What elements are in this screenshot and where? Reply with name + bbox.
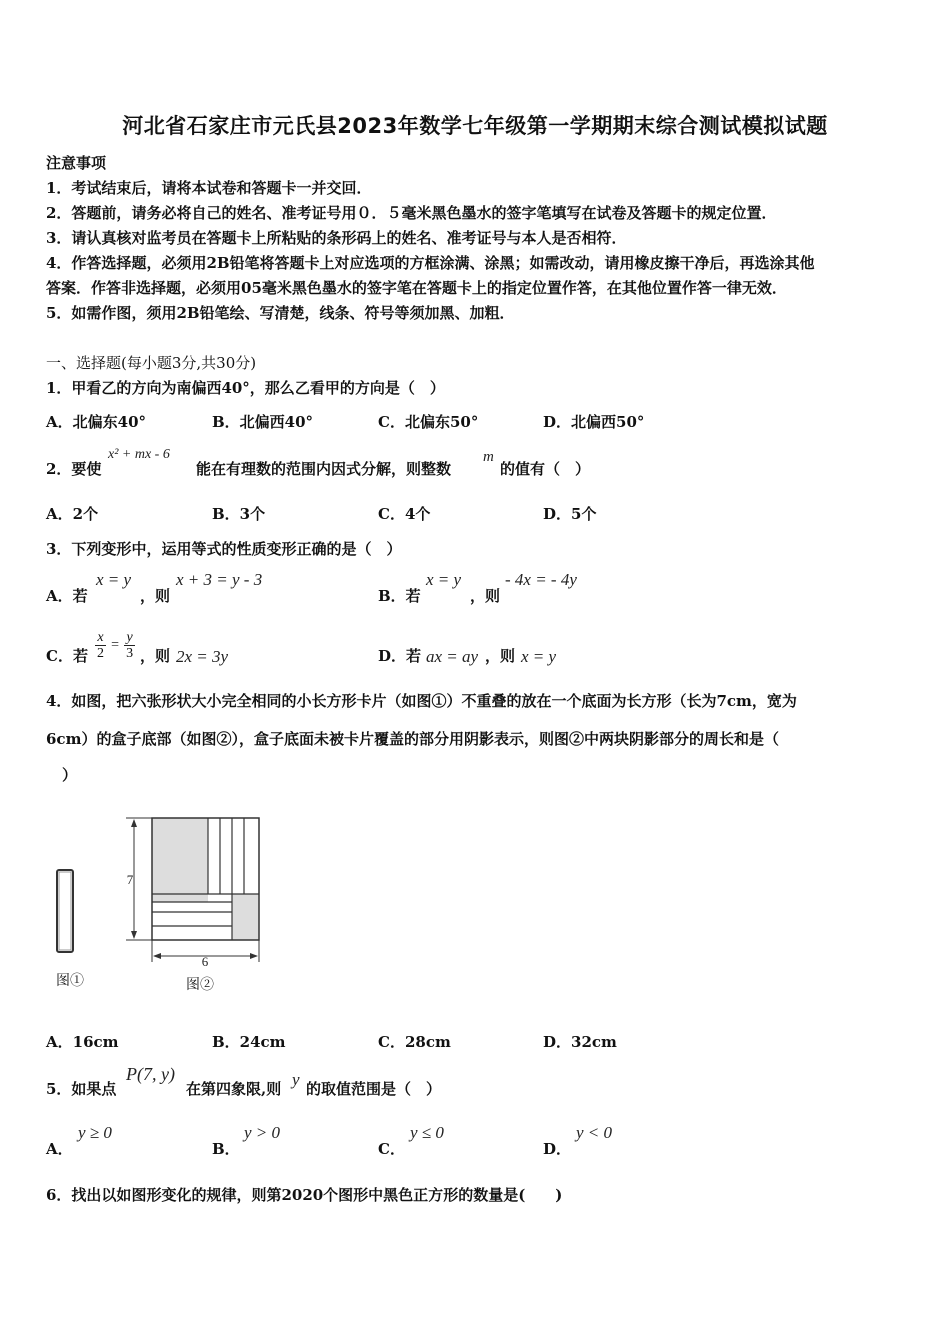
q1-option-c: C．北偏东50° bbox=[378, 413, 479, 431]
question-2-mid: 能在有理数的范围内因式分解，则整数 bbox=[196, 460, 452, 478]
frac-num: y bbox=[124, 630, 135, 646]
q3-b-cond: x = y bbox=[426, 570, 462, 589]
notice-heading: 注意事项 bbox=[46, 154, 107, 172]
q5-option-a-expr: y ≥ 0 bbox=[78, 1123, 112, 1142]
question-2-pre: 2．要使 bbox=[46, 460, 102, 478]
q4-option-c: C．28cm bbox=[378, 1033, 451, 1051]
shaded-region-bottom-right bbox=[232, 894, 259, 940]
dim-height-label: 7 bbox=[126, 872, 134, 887]
question-5-pre: 5．如果点 bbox=[46, 1080, 117, 1098]
q3-d-cond: ax = ay bbox=[426, 647, 479, 666]
question-1-stem: 1．甲看乙的方向为南偏西40°，那么乙看甲的方向是（ ） bbox=[46, 379, 445, 397]
notice-item: 5．如需作图，须用2B铅笔绘、写清楚，线条、符号等须加黑、加粗． bbox=[46, 304, 515, 322]
q5-option-d-expr: y < 0 bbox=[576, 1123, 613, 1142]
q2-option-a: A．2个 bbox=[46, 505, 99, 523]
q1-option-a: A．北偏东40° bbox=[46, 413, 147, 431]
figure-1-caption: 图① bbox=[56, 973, 84, 989]
q3-a-then: ，则 bbox=[140, 587, 171, 605]
question-6-stem: 6．找出以如图形变化的规律，则第2020个图形中黑色正方形的数量是( ) bbox=[46, 1186, 563, 1204]
notice-item: 1．考试结束后，请将本试卷和答题卡一并交回． bbox=[46, 179, 372, 197]
q5-option-c-label: C． bbox=[378, 1140, 405, 1158]
notice-item: 3．请认真核对监考员在答题卡上所粘贴的条形码上的姓名、准考证号与本人是否相符． bbox=[46, 229, 627, 247]
q3-c-result: 2x = 3y bbox=[176, 647, 229, 666]
shaded-region-top-left bbox=[152, 818, 208, 902]
q3-a-cond: x = y bbox=[96, 570, 132, 589]
q5-var: y bbox=[292, 1070, 300, 1089]
q3-c-fractions bbox=[95, 630, 135, 661]
notice-item: 4．作答选择题，必须用2B铅笔将答题卡上对应选项的方框涂满、涂黑；如需改动，请用橡皮擦干净后，再选涂其他 bbox=[46, 254, 815, 272]
q4-option-d: D．32cm bbox=[543, 1033, 617, 1051]
figure-1-card bbox=[50, 865, 80, 957]
q1-option-b: B．北偏西40° bbox=[212, 413, 314, 431]
q5-option-b-label: B． bbox=[212, 1140, 240, 1158]
question-3-stem: 3．下列变形中，运用等式的性质变形正确的是（ ） bbox=[46, 540, 402, 558]
dim-width-label: 6 bbox=[201, 954, 209, 968]
q2-expression: x² + mx - 6 bbox=[108, 447, 170, 462]
q3-a-result: x + 3 = y - 3 bbox=[176, 570, 263, 589]
question-4-line1: 4．如图，把六张形状大小完全相同的小长方形卡片（如图①）不重叠的放在一个底面为长方形（长为7cm，宽为 bbox=[46, 692, 797, 710]
question-5-mid: 在第四象限,则 bbox=[186, 1080, 282, 1098]
notice-item: 答案．作答非选择题，必须用05毫米黑色墨水的签字笔在答题卡上的指定位置作答，在其他位置作答一律无效． bbox=[46, 279, 787, 297]
q3-d-result: x = y bbox=[521, 647, 557, 666]
q4-option-a: A．16cm bbox=[46, 1033, 119, 1051]
frac-den: 2 bbox=[97, 646, 104, 661]
figure-2-box bbox=[120, 808, 270, 968]
q2-option-c: C．4个 bbox=[378, 505, 431, 523]
question-4-line2: 6cm）的盒子底部（如图②），盒子底面未被卡片覆盖的部分用阴影表示，则图②中两块阴影部分的周长和是（ bbox=[46, 730, 779, 748]
q3-b-label: B．若 bbox=[378, 587, 421, 605]
notice-item: 2．答题前，请务必将自己的姓名、准考证号用０．５毫米黑色墨水的签字笔填写在试卷及答题卡的规定位置． bbox=[46, 204, 777, 222]
q5-option-c-expr: y ≤ 0 bbox=[410, 1123, 444, 1142]
section-heading: 一、选择题(每小题3分,共30分) bbox=[46, 354, 257, 372]
question-5-post: 的取值范围是（ ） bbox=[306, 1080, 442, 1098]
q3-d-label: D．若 bbox=[378, 647, 422, 665]
q3-b-result: - 4x = - 4y bbox=[505, 570, 577, 589]
frac-num: x bbox=[95, 630, 106, 646]
frac-eq: = bbox=[111, 637, 119, 653]
q5-point: P(7, y) bbox=[126, 1064, 175, 1084]
q4-option-b: B．24cm bbox=[212, 1033, 286, 1051]
question-2-post: 的值有（ ） bbox=[500, 460, 591, 478]
q3-d-then: ，则 bbox=[485, 647, 516, 665]
q3-c-label: C．若 bbox=[46, 647, 88, 665]
q3-c-then: ，则 bbox=[140, 647, 171, 665]
q5-option-b-expr: y > 0 bbox=[244, 1123, 281, 1142]
q5-option-a-label: A． bbox=[46, 1140, 73, 1158]
q3-b-then: ，则 bbox=[470, 587, 501, 605]
q2-option-d: D．5个 bbox=[543, 505, 597, 523]
q2-var: m bbox=[483, 449, 494, 465]
q1-option-d: D．北偏西50° bbox=[543, 413, 645, 431]
question-4-line3: ） bbox=[62, 766, 78, 784]
q2-option-b: B．3个 bbox=[212, 505, 266, 523]
q5-option-d-label: D． bbox=[543, 1140, 572, 1158]
figure-2-caption: 图② bbox=[186, 977, 214, 993]
page-title: 河北省石家庄市元氏县2023年数学七年级第一学期期末综合测试模拟试题 bbox=[122, 114, 828, 138]
frac-den: 3 bbox=[126, 646, 134, 661]
q3-a-label: A．若 bbox=[46, 587, 88, 605]
